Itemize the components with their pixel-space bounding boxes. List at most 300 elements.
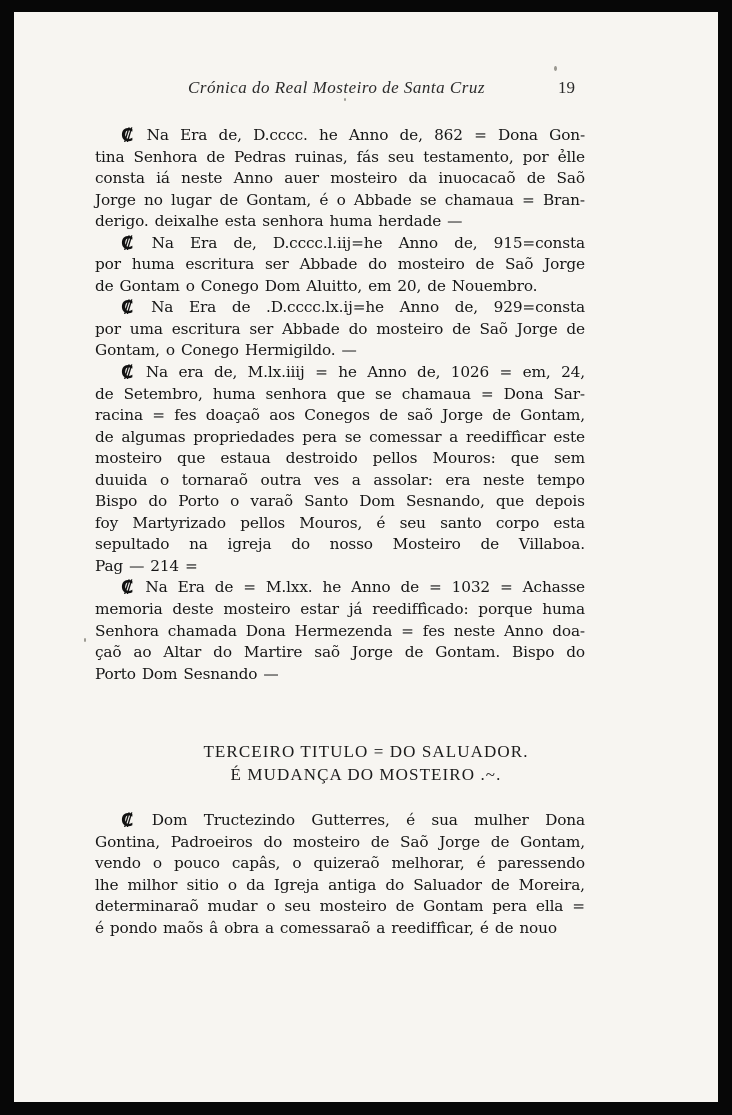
word: obra <box>224 918 259 937</box>
word: Anno <box>398 233 438 252</box>
word: de <box>475 255 495 274</box>
word: de, <box>417 363 441 382</box>
word: era <box>178 363 204 382</box>
word: 1026 <box>450 363 490 382</box>
word: 214 <box>150 556 179 575</box>
text-line <box>95 513 585 535</box>
word: Gontam. <box>435 643 501 662</box>
word: = <box>152 406 165 425</box>
word: melhorar, <box>391 854 465 873</box>
word: Setembro, <box>123 384 203 403</box>
text-line <box>95 233 585 255</box>
word: pera <box>302 427 337 446</box>
word: Anno <box>367 363 407 382</box>
section-title-line-2: É MUDANÇA DO MOSTEIRO .~. <box>230 765 502 784</box>
word: de <box>526 169 546 188</box>
word: de, <box>218 126 242 144</box>
word: tornaraõ <box>181 470 248 489</box>
word: pera <box>492 897 527 916</box>
word: Villaboa. <box>518 535 585 554</box>
word: Gontina, <box>95 832 160 851</box>
word: em <box>368 276 392 295</box>
word: Tructezindo <box>203 811 295 829</box>
word: huma <box>131 255 175 274</box>
word: Gontam, <box>246 190 312 209</box>
text-line <box>95 254 585 276</box>
word: M.lx.iiij <box>247 363 305 382</box>
word: capâs, <box>231 854 281 873</box>
word: = <box>243 578 256 597</box>
word: Porto <box>178 492 220 511</box>
word: uma <box>129 319 163 338</box>
page-number: 19 <box>558 78 575 97</box>
word: Gontam <box>119 276 180 295</box>
book-page <box>14 12 718 1102</box>
word: he <box>322 578 342 597</box>
word: Jorge <box>95 190 136 209</box>
word: ser <box>249 319 274 338</box>
paragraph-mark-icon: ₡ <box>121 232 134 254</box>
word: D.cccc.l.iij=he <box>272 233 383 252</box>
word: 915=consta <box>493 233 585 252</box>
word: D.cccc. <box>253 126 308 144</box>
word: determinaraõ <box>95 897 199 916</box>
word: esta <box>224 212 257 231</box>
word: Saõ <box>504 255 534 274</box>
word: saõ <box>407 406 433 425</box>
text-line <box>95 577 585 599</box>
word: senhora <box>265 384 327 403</box>
word: Conego <box>200 276 259 295</box>
word: = <box>429 578 442 597</box>
word: Porto <box>95 664 136 683</box>
word: Mouros, <box>299 513 363 532</box>
word: mosteiro <box>376 319 444 338</box>
word: — <box>341 341 357 360</box>
word: 20, <box>397 276 422 295</box>
word: do <box>263 832 283 851</box>
word: de, <box>399 126 423 144</box>
word: mudar <box>207 897 258 916</box>
word: tina <box>95 147 125 166</box>
word: = <box>522 190 535 209</box>
word: a <box>449 427 459 446</box>
word: de <box>404 643 424 662</box>
word: de <box>480 535 499 554</box>
word: = <box>474 126 487 144</box>
word: de <box>427 276 446 295</box>
word: mosteiro <box>397 255 465 274</box>
word: por <box>95 255 121 274</box>
word: igreja <box>227 535 272 554</box>
word: 929=consta <box>493 298 585 317</box>
word: iá <box>156 169 170 188</box>
word: — <box>447 212 463 231</box>
word: o <box>165 341 175 360</box>
word: de, <box>454 298 478 317</box>
word: Era <box>190 233 218 252</box>
body-text <box>95 125 585 685</box>
word: de <box>370 832 390 851</box>
word: fes <box>174 406 197 425</box>
word: Santo <box>304 492 349 511</box>
word: de <box>219 190 239 209</box>
word: varaõ <box>250 492 293 511</box>
word: Sesnando <box>183 664 258 683</box>
word: neste <box>453 621 495 640</box>
paragraph-mark-icon: ₡ <box>121 810 134 831</box>
word: seu <box>284 897 311 916</box>
word: neste <box>181 169 223 188</box>
word: de <box>492 406 511 425</box>
word: é <box>406 811 415 829</box>
ink-speck <box>554 66 557 71</box>
word: propriedades <box>193 427 295 446</box>
section-title <box>14 740 718 786</box>
word: Dona <box>498 126 538 144</box>
word: huma <box>329 212 373 231</box>
word: estaua <box>220 449 271 468</box>
word: Achasse <box>522 578 585 597</box>
word: reediffìcado: <box>372 600 469 619</box>
word: 862 <box>434 126 463 144</box>
word: mosteiro <box>95 449 162 468</box>
word: a <box>264 918 274 937</box>
word: Dom <box>151 811 188 829</box>
word: Saluador <box>413 875 482 894</box>
word: se <box>344 427 362 446</box>
word: deste <box>172 600 214 619</box>
text-line <box>95 599 585 621</box>
text-line <box>95 534 585 556</box>
word: mulher <box>474 811 529 829</box>
text-line <box>95 427 585 449</box>
word: que <box>336 384 365 403</box>
word: neste <box>483 470 525 489</box>
word: do <box>385 875 405 894</box>
paragraph-mark-icon: ₡ <box>121 577 134 599</box>
word: assolar: <box>373 470 433 489</box>
word: ser <box>264 255 289 274</box>
word: mosteiro <box>292 832 360 851</box>
word: comessaraõ <box>279 918 371 937</box>
text-line <box>95 556 585 578</box>
word: Abbade <box>282 319 340 338</box>
word: é <box>319 190 329 209</box>
word: herdade <box>378 212 442 231</box>
word: foy <box>95 513 119 532</box>
word: duuida <box>95 470 148 489</box>
word: auer <box>284 169 319 188</box>
word: Jorge <box>544 255 585 274</box>
word: Padroeiros <box>170 832 253 851</box>
word: racina <box>95 406 143 425</box>
word: Na <box>151 298 174 317</box>
word: çaõ <box>95 643 122 662</box>
word: Dona <box>245 621 286 640</box>
word: inuocacaõ <box>438 169 516 188</box>
text-line <box>95 896 585 918</box>
word: já <box>348 600 363 619</box>
ink-speck <box>84 638 86 642</box>
word: sem <box>553 449 585 468</box>
word: ves <box>314 470 340 489</box>
text-line <box>95 297 585 319</box>
running-title: Crónica do Real Mosteiro de Santa Cruz <box>188 78 485 97</box>
word: do <box>148 492 168 511</box>
word: Saõ <box>556 169 585 188</box>
word: Abbade <box>353 190 412 209</box>
word: ao <box>133 643 152 662</box>
word: de, <box>454 233 478 252</box>
text-line <box>95 621 585 643</box>
word: Anno <box>503 621 544 640</box>
word: ruinas, <box>294 147 348 166</box>
word: pondo <box>109 918 158 937</box>
text-line <box>95 470 585 492</box>
text-line <box>95 340 585 362</box>
word: nosso <box>329 535 373 554</box>
word: na <box>189 535 208 554</box>
word: a <box>376 918 386 937</box>
word: de <box>566 319 585 338</box>
word: por <box>522 147 549 166</box>
word: de <box>206 147 225 166</box>
word: de <box>379 406 398 425</box>
word: Gontam, <box>520 406 585 425</box>
word: Gontam <box>423 897 484 916</box>
word: he <box>338 363 357 382</box>
word: â <box>209 918 219 937</box>
word: fes <box>422 621 445 640</box>
word: de <box>95 427 114 446</box>
word: pellos <box>372 449 418 468</box>
word: de <box>214 578 234 597</box>
section-title-line-1: TERCEIRO TITULO = DO SALUADOR. <box>203 742 529 761</box>
word: a <box>351 470 361 489</box>
word: outra <box>260 470 302 489</box>
word: Na <box>145 363 169 382</box>
word: Pedras <box>233 147 286 166</box>
word: é <box>376 513 386 532</box>
word: — <box>263 664 279 683</box>
word: Martyrizado <box>132 513 226 532</box>
word: escritura <box>171 319 241 338</box>
word: de <box>490 875 510 894</box>
word: se <box>419 190 437 209</box>
word: o <box>230 492 240 511</box>
word: em, <box>522 363 551 382</box>
word: huma <box>212 384 256 403</box>
word: Sar- <box>553 384 585 403</box>
word: Bispo <box>95 492 138 511</box>
word: consta <box>95 169 145 188</box>
word: memoria <box>95 600 163 619</box>
word: deixalhe <box>154 212 219 231</box>
text-line <box>95 810 585 832</box>
text-line <box>95 362 585 384</box>
word: tempo <box>536 470 585 489</box>
word: destroido <box>285 449 358 468</box>
word: se <box>375 384 392 403</box>
text-line <box>95 125 585 147</box>
text-line <box>95 211 585 233</box>
word: = <box>184 556 198 575</box>
paragraph-mark-icon: ₡ <box>121 362 134 384</box>
word: o <box>227 875 237 894</box>
word: doaçaõ <box>205 406 260 425</box>
word: por <box>95 319 121 338</box>
word: mosteiro <box>319 897 387 916</box>
word: ella <box>535 897 564 916</box>
word: o <box>185 276 195 295</box>
word: Conego <box>180 341 239 360</box>
word: aos <box>269 406 295 425</box>
word: corpo <box>495 513 540 532</box>
word: Gon- <box>549 126 585 144</box>
word: vendo <box>95 854 141 873</box>
text-line <box>95 642 585 664</box>
word: seu <box>399 513 426 532</box>
word: do <box>368 255 387 274</box>
word: do <box>213 643 232 662</box>
word: paressendo <box>497 854 585 873</box>
word: Senhora <box>95 621 159 640</box>
word: de <box>95 384 114 403</box>
word: Conegos <box>304 406 370 425</box>
text-line <box>95 405 585 427</box>
word: milhor <box>127 875 178 894</box>
word: huma <box>542 600 585 619</box>
word: de <box>395 897 415 916</box>
word: Na <box>151 233 174 252</box>
word: Era <box>180 126 208 144</box>
word: Nouembro. <box>451 276 538 295</box>
word: Anno <box>351 578 391 597</box>
word: o <box>160 470 170 489</box>
word: = <box>401 621 414 640</box>
word: de <box>400 578 420 597</box>
word: Jorge <box>351 643 393 662</box>
word: estar <box>300 600 339 619</box>
word: = <box>499 578 513 597</box>
word: Saõ <box>400 832 429 851</box>
word: sepultado <box>95 535 170 554</box>
word: M.lxx. <box>265 578 313 597</box>
word: do <box>348 319 368 338</box>
word: Gontam, <box>520 832 585 851</box>
word: maõs <box>163 918 204 937</box>
word: reediffìcar, <box>391 918 474 937</box>
word: Martire <box>243 643 303 662</box>
word: da <box>246 875 265 894</box>
word: seu <box>387 147 415 166</box>
word: da <box>408 169 428 188</box>
word: reediffìcar <box>465 427 546 446</box>
word: Anno <box>233 169 273 188</box>
word: Dona <box>545 811 585 829</box>
word: — <box>129 556 145 575</box>
word: é <box>479 918 489 937</box>
word: este <box>553 427 585 446</box>
word: Jorge <box>442 406 483 425</box>
word: Na <box>145 578 168 597</box>
paragraph-mark-icon: ₡ <box>121 297 134 319</box>
word: Era <box>188 298 217 317</box>
word: Gutterres, <box>311 811 390 829</box>
word: comessar <box>369 427 442 446</box>
text-line <box>95 875 585 897</box>
word: no <box>144 190 163 209</box>
word: Sesnando, <box>405 492 485 511</box>
text-line <box>95 147 585 169</box>
word: senhora <box>262 212 324 231</box>
word: quizeraõ <box>313 854 380 873</box>
word: que <box>495 492 525 511</box>
body-text-continued <box>95 810 585 939</box>
word: Aluitto, <box>306 276 363 295</box>
word: lugar <box>171 190 212 209</box>
word: Bispo <box>512 643 555 662</box>
word: mosteiro <box>223 600 291 619</box>
text-line <box>95 491 585 513</box>
word: = <box>315 363 328 382</box>
word: o <box>266 897 276 916</box>
word: chamaua <box>444 190 514 209</box>
word: saõ <box>314 643 340 662</box>
word: que <box>177 449 206 468</box>
page-header <box>14 74 718 104</box>
text-line <box>95 319 585 341</box>
word: Gontam, <box>95 341 160 360</box>
text-line <box>95 384 585 406</box>
word: ẻlle <box>557 147 585 166</box>
word: santo <box>440 513 482 532</box>
text-line <box>95 168 585 190</box>
word: Mouros: <box>432 449 496 468</box>
word: sitio <box>186 875 219 894</box>
text-line <box>95 832 585 854</box>
text-line <box>95 448 585 470</box>
paragraph-mark-icon: ₡ <box>121 125 134 146</box>
word: de, <box>233 233 257 252</box>
word: Abbade <box>299 255 358 274</box>
word: Igreja <box>273 875 320 894</box>
word: Jorge <box>439 832 480 851</box>
word: porque <box>478 600 533 619</box>
word: Bran- <box>542 190 585 209</box>
word: do <box>291 535 310 554</box>
word: antiga <box>328 875 377 894</box>
word: de <box>494 918 514 937</box>
word: 1032 <box>451 578 490 597</box>
word: derigo. <box>95 212 149 231</box>
word: o <box>152 854 162 873</box>
word: o <box>336 190 346 209</box>
text-line <box>95 918 585 940</box>
word: Dom <box>359 492 395 511</box>
text-line <box>95 853 585 875</box>
word: chamaua <box>401 384 471 403</box>
word: nouo <box>519 918 557 937</box>
word: = <box>499 363 513 382</box>
word: Dom <box>264 276 301 295</box>
word: de, <box>213 363 238 382</box>
word: de <box>452 319 471 338</box>
word: doa- <box>552 621 585 640</box>
word: lhe <box>95 875 119 894</box>
word: Jorge <box>516 319 558 338</box>
